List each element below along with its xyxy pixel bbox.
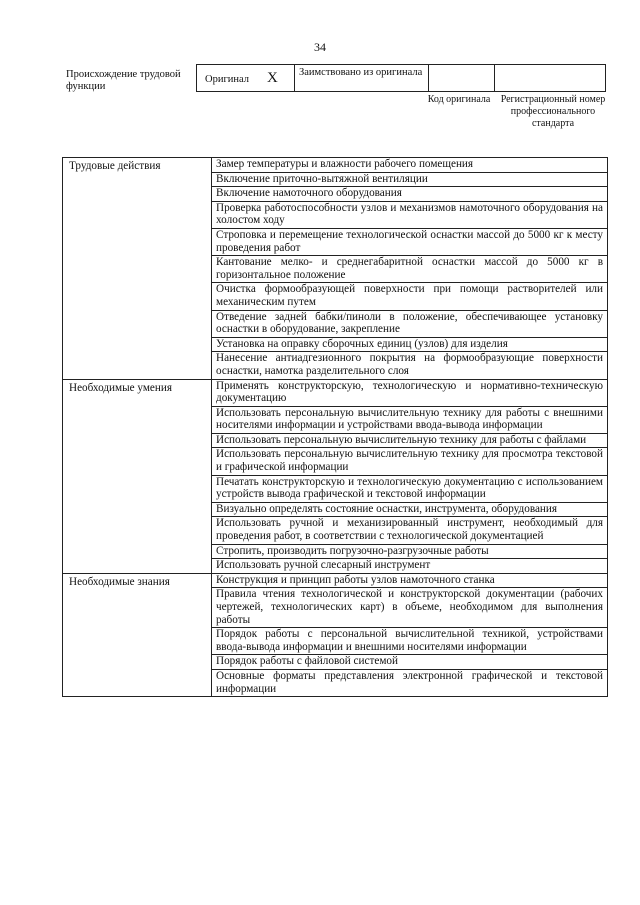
table-row <box>63 379 608 406</box>
section-item: Основные форматы представления электронной графической и текстовой информации <box>212 669 608 696</box>
origin-label: Происхождение трудовой функции <box>66 69 181 92</box>
section-item: Стропить, производить погрузочно-разгрузочные работы <box>212 544 608 559</box>
section-item: Очистка формообразующей поверхности при помощи растворителей или механическим путем <box>212 283 608 310</box>
section-item: Использовать ручной и механизированный инструмент, необходимый для проведения работ, в соответствии с технологической документацией <box>212 517 608 544</box>
borrowed-cell <box>295 65 429 91</box>
section-title: Трудовые действия <box>63 158 212 380</box>
section-title: Необходимые знания <box>63 573 212 696</box>
origin-table <box>196 64 606 92</box>
section-item: Включение намоточного оборудования <box>212 187 608 202</box>
original-cell <box>197 65 295 91</box>
competency-table <box>62 157 608 697</box>
section-item: Правила чтения технологической и конструкторской документации (рабочих чертежей, технологических карт) в объеме, необходимом для выполнения работы <box>212 588 608 628</box>
table-row <box>63 158 608 173</box>
section-item: Включение приточно-вытяжной вентиляции <box>212 172 608 187</box>
section-item: Строповка и перемещение технологической оснастки массой до 5000 кг к месту проведения работ <box>212 228 608 255</box>
section-item: Проверка работоспособности узлов и механизмов намоточного оборудования на холостом ходу <box>212 201 608 228</box>
original-label: Оригинал <box>205 74 249 85</box>
section-title: Необходимые умения <box>63 379 212 573</box>
section-item: Использовать персональную вычислительную технику для просмотра текстовой и графической информации <box>212 448 608 475</box>
section-item: Использовать ручной слесарный инструмент <box>212 559 608 574</box>
section-item: Использовать персональную вычислительную технику для работы с внешними носителями информации и устройствами ввода-вывода информации <box>212 406 608 433</box>
section-item: Порядок работы с персональной вычислительной техникой, устройствами ввода-вывода информации и внешними носителями информации <box>212 628 608 655</box>
code-cell <box>429 65 495 91</box>
section-item: Кантование мелко- и среднегабаритной оснастки массой до 5000 кг в горизонтальное положение <box>212 256 608 283</box>
table-row <box>63 573 608 588</box>
section-item: Использовать персональную вычислительную технику для работы с файлами <box>212 433 608 448</box>
section-item: Применять конструкторскую, технологическую и нормативно-техническую документацию <box>212 379 608 406</box>
borrowed-label: Заимствовано из оригинала <box>299 67 423 78</box>
code-label: Код оригинала <box>427 94 491 105</box>
registration-label: Регистрационный номер профессионального стандарта <box>500 94 606 129</box>
section-item: Порядок работы с файловой системой <box>212 655 608 670</box>
section-item: Нанесение антиадгезионного покрытия на формообразующие поверхности оснастки, намотка разделительного слоя <box>212 352 608 379</box>
section-item: Отведение задней бабки/пиноли в положение, обеспечивающее установку оснастки в оборудование, закрепление <box>212 310 608 337</box>
page-number: 34 <box>314 40 326 54</box>
section-item: Установка на оправку сборочных единиц (узлов) для изделия <box>212 337 608 352</box>
section-item: Печатать конструкторскую и технологическую документацию с использованием устройств вывода графической и текстовой информации <box>212 475 608 502</box>
section-item: Конструкция и принцип работы узлов намоточного станка <box>212 573 608 588</box>
section-item: Замер температуры и влажности рабочего помещения <box>212 158 608 173</box>
original-mark: X <box>267 70 278 86</box>
section-item: Визуально определять состояние оснастки, инструмента, оборудования <box>212 502 608 517</box>
registration-cell <box>495 65 605 91</box>
